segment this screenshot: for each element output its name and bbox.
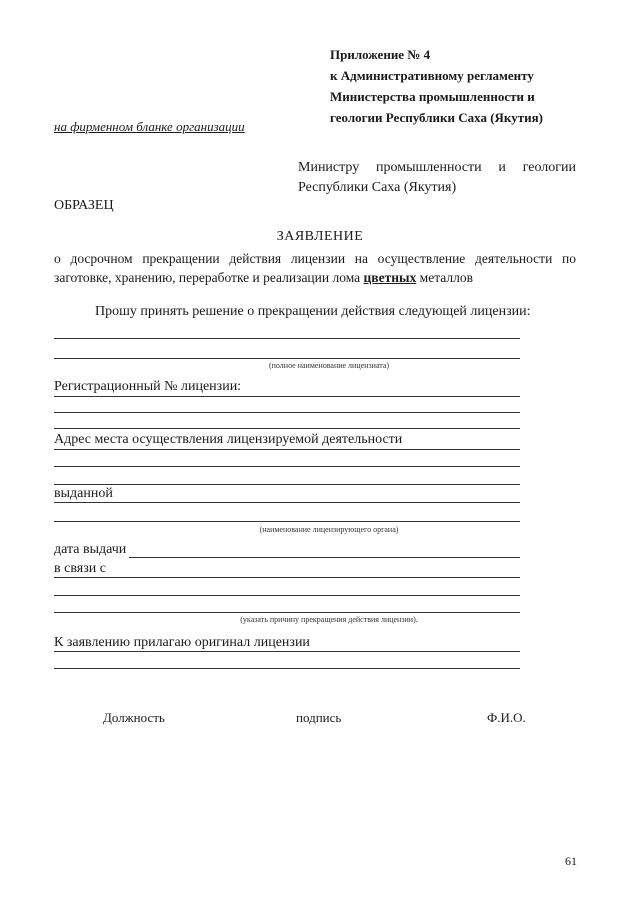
letterhead-note: на фирменном бланке организации <box>54 119 245 134</box>
attachment-line[interactable] <box>54 668 520 669</box>
appendix-number: Приложение № 4 <box>330 47 431 62</box>
signature-name: Ф.И.О. <box>487 710 526 725</box>
registration-line[interactable] <box>54 412 520 413</box>
attachment-label: К заявлению прилагаю оригинал лицензии <box>54 635 313 651</box>
registration-line[interactable] <box>54 428 520 429</box>
issued-by-label: выданной <box>54 486 116 502</box>
licensee-line[interactable] <box>54 338 520 339</box>
signature-sign: подпись <box>296 710 342 725</box>
subject-highlight: цветных <box>363 270 417 285</box>
address-line[interactable] <box>54 449 520 450</box>
subject-text: металлов <box>416 270 473 285</box>
subject-word: действия <box>229 251 282 266</box>
subject-word: досрочном <box>70 251 133 266</box>
address-line[interactable] <box>54 466 520 467</box>
caption-reason: (указать причину прекращения действия лицензии). <box>240 615 418 624</box>
page-number: 61 <box>565 854 577 868</box>
subject-word: на <box>354 251 368 266</box>
recipient-block <box>298 158 576 198</box>
recipient-word: промышленности <box>376 160 482 175</box>
registration-label: Регистрационный № лицензии: <box>54 379 244 395</box>
issued-by-line[interactable] <box>54 502 520 503</box>
address-line[interactable] <box>54 484 520 485</box>
reason-line[interactable] <box>54 577 520 578</box>
subject-word: деятельности <box>475 251 553 266</box>
request-text: Прошу принять решение о прекращении действия следующей лицензии: <box>95 304 531 319</box>
subject-word: по <box>562 251 576 266</box>
appendix-block <box>330 44 543 128</box>
appendix-line: геологии Республики Саха (Якутия) <box>330 110 543 125</box>
document-title: ЗАЯВЛЕНИЕ <box>276 229 364 244</box>
recipient-word: Министру <box>298 160 360 175</box>
subject-word: о <box>54 251 61 266</box>
issued-by-line[interactable] <box>54 521 520 522</box>
appendix-line: к Административному регламенту <box>330 68 534 83</box>
subject-word: осуществление <box>377 251 466 266</box>
caption-issuing-body: (наименование лицензирующего органа) <box>259 525 399 534</box>
caption-licensee: (полное наименование лицензиата) <box>268 361 390 370</box>
recipient-word: геологии <box>522 160 576 175</box>
appendix-line: Министерства промышленности и <box>330 89 535 104</box>
licensee-line[interactable] <box>54 358 520 359</box>
sample-label: ОБРАЗЕЦ <box>54 198 114 213</box>
subject-block <box>54 249 576 287</box>
registration-line[interactable] <box>54 396 520 397</box>
subject-text: заготовке, хранению, переработке и реализации лома <box>54 270 364 285</box>
issue-date-label: дата выдачи <box>54 542 129 558</box>
subject-word: прекращении <box>142 251 220 266</box>
address-label: Адрес места осуществления лицензируемой деятельности <box>54 432 405 448</box>
signature-position: Должность <box>103 710 165 725</box>
attachment-line[interactable] <box>54 651 520 652</box>
recipient-line: Республики Саха (Якутия) <box>298 180 457 195</box>
subject-word: лицензии <box>290 251 346 266</box>
reason-line[interactable] <box>54 612 520 613</box>
reason-line[interactable] <box>54 595 520 596</box>
reason-label: в связи с <box>54 561 109 577</box>
recipient-word: и <box>498 160 506 175</box>
